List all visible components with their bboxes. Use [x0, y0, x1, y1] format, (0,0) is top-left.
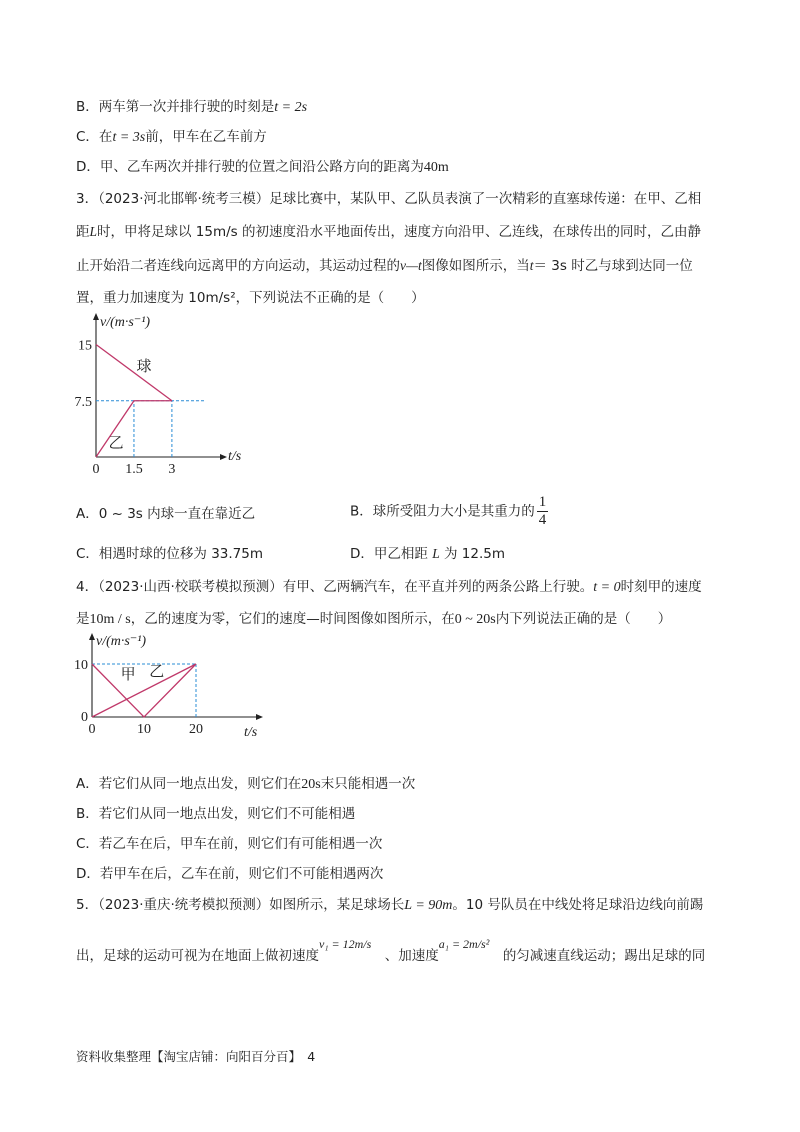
y-axis-arrow	[93, 313, 99, 320]
x-axis-arrow	[256, 714, 263, 720]
y-axis-label: v/(m·s⁻¹)	[100, 315, 151, 330]
q3-vt-chart	[74, 308, 250, 477]
x-tick-label-2: 20	[189, 722, 203, 737]
q3-option-a: A．0 ~ 3s 内球一直在靠近乙	[76, 506, 256, 522]
q3-option-b: B．球所受阻力大小是其重力的 $\frac{1}{4}$	[350, 494, 547, 528]
q4-option-a: A．若它们从同一地点出发，则它们在20s末只能相遇一次	[76, 776, 416, 792]
y-tick-label-1: 7.5	[74, 394, 92, 410]
y-tick-label-0: 10	[74, 658, 88, 673]
y-tick-label-zero: 0	[81, 710, 88, 725]
footer	[76, 1047, 315, 1067]
page-number: 4	[307, 1049, 316, 1064]
q3-line4: 置，重力加速度为 10m/s²，下列说法不正确的是（ ）	[76, 290, 425, 306]
q3-option-d: D．甲乙相距 L 为 12.5m	[350, 546, 506, 562]
x-tick-label-2: 3	[168, 462, 176, 477]
series-line-1	[92, 664, 196, 717]
series-line-0	[96, 345, 172, 401]
y-tick-label-0: 15	[78, 338, 92, 354]
option-d-prev: D．甲、乙车两次并排行驶的位置之间沿公路方向的距离为40m	[76, 159, 449, 175]
x-tick-label-0: 0	[92, 462, 100, 477]
q3-line2: 距L时，甲将足球以 15m/s 的初速度沿水平地面传出，速度方向沿甲、乙连线，在球传出的同时，乙由静	[76, 224, 702, 240]
footer-text: 资料收集整理【淘宝店铺：向阳百分百】	[76, 1049, 295, 1064]
q4-line1: 4．（2023·山西·校联考模拟预测）有甲、乙两辆汽车，在平直并列的两条公路上行驶。t = 0时刻甲的速度	[76, 579, 702, 595]
x-axis-label: t/s	[228, 449, 242, 464]
series-label-0: 球	[136, 358, 152, 375]
q4-line2: 是10m / s，乙的速度为零，它们的速度—时间图像如图所示，在0 ~ 20s内下列说法正确的是（ ）	[76, 611, 672, 627]
q4-option-c: C．若乙车在后，甲车在前，则它们有可能相遇一次	[76, 836, 383, 852]
q4-vt-chart	[76, 630, 276, 745]
x-tick-label-1: 10	[137, 722, 151, 737]
q4-option-d: D．若甲车在后，乙车在前，则它们不可能相遇两次	[76, 866, 384, 882]
y-axis-label: v/(m·s⁻¹)	[96, 634, 147, 649]
q3-option-c: C．相遇时球的位移为 33.75m	[76, 546, 264, 562]
x-tick-label-0: 0	[88, 722, 96, 737]
x-tick-label-1: 1.5	[125, 462, 143, 477]
series-label-1: 乙	[149, 664, 165, 681]
x-axis-arrow	[220, 454, 227, 460]
option-b-prev: B．两车第一次并排行驶的时刻是t = 2s	[76, 99, 308, 115]
series-label-0: 甲	[120, 666, 136, 683]
q3-line1: 3．（2023·河北邯郸·统考三模）足球比赛中，某队甲、乙队员表演了一次精彩的直塞球传递：在甲、乙相	[76, 191, 702, 207]
q5-line2: 出，足球的运动可视为在地面上做初速度v₁ = 12m/s 、加速度a₁ = 2m/s² 的匀减速直线运动；踢出足球的同	[76, 937, 706, 964]
q4-option-b: B．若它们从同一地点出发，则它们不可能相遇	[76, 806, 356, 822]
q5-line1: 5．（2023·重庆·统考模拟预测）如图所示，某足球场长L = 90m。10 号队员在中线处将足球沿边线向前踢	[76, 897, 704, 913]
x-axis-label: t/s	[244, 725, 258, 740]
series-label-1: 乙	[108, 435, 124, 452]
option-c-prev: C．在t = 3s前，甲车在乙车前方	[76, 129, 267, 145]
y-axis-arrow	[89, 633, 95, 640]
q3-line3: 止开始沿二者连线向远离甲的方向运动，其运动过程的v—t图像如图所示，当t＝ 3s 时乙与球到达同一位	[76, 258, 693, 274]
